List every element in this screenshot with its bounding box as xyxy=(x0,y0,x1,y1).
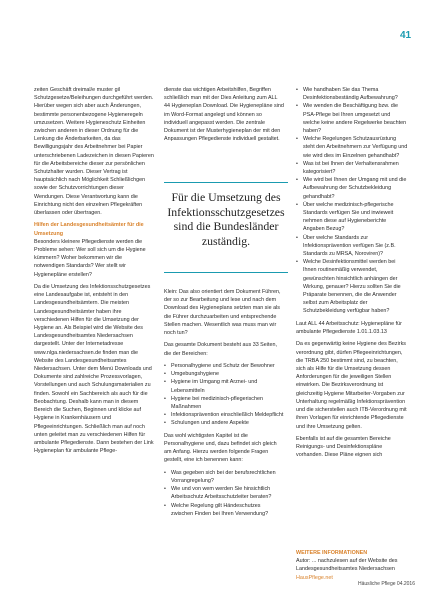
list-item: • Wie wenden die Beschäftigung bzw. die PSA-Pflege bei Ihren umgesetzt und welche keine andere Regelwerke beachten haben? xyxy=(296,102,408,135)
body-paragraph: Ebenfalls ist auf die gesamten Bereiche Reinigungs- und Desinfektionspläne vorhanden. Diese Pläne eignen sich xyxy=(296,435,391,459)
list-item: • Infektionsprävention einschließlich Meldepflicht xyxy=(164,411,284,419)
column-3 xyxy=(296,86,408,464)
body-paragraph: dienste das wichtigen Arbeitshilfen, Begriffen schließlich man mit der Dies Anleitung zum ALL 44 Hygieneplan Download. Die Hygienepläne sind im Word-Format angelegt und können so individuell angepasst werden. Die zentrale Dokument ist der Musterhygieneplan der mit den Anpassungen Pflegedienste individuell gestaltet. xyxy=(164,87,284,143)
info-box-title: WEITERE INFORMATIONEN xyxy=(296,550,368,556)
body-paragraph: Laut ALL 44 Arbeitsschutz: Hygienepläne für ambulante Pflegedienste 1.01.1.03.13 xyxy=(296,320,402,336)
body-paragraph: Klein: Das also orientiert dem Dokument Führen, der so zur Bearbeitung und lese und nach dem Download des Hygieneplans setzten man sie als die Führer durchzuarbeiten und entsprechende Stellen machen. Wesentlich was muss man wir noch tun? xyxy=(164,289,281,337)
body-paragraph: Da es gegenwärtig keine Hygiene des Bezirks verordnung gibt, dürfen Pflegeeinrichtungen, die TRBA 250 bestimmt sind, zu beachten, sich als Hilfe für die Umsetzung dessen Anforderungen für die jeweiligen Stellen einwirken. Die Bezirksverordnung ist gleichzeitig Hygiene Mitarbeiter-Vorgaben zur Unterhaltung regelmäßig Infektionsprävention und die sicherstellen auch ITB-Verordnung mit ihren Vorlagen für einrichtende Pflegedienste und ihre Umsetzung gelten. xyxy=(296,341,407,430)
body-paragraph: Besonders kleinere Pflegedienste werden die Probleme sehen: Wer soll sich um die Hygiene kümmern? Woher bekommen wir die notwendigen Standards? Wer stellt wir Hygienepläne erstellen? xyxy=(34,238,146,278)
list-item: • Schulungen und andere Aspekte xyxy=(164,419,284,427)
list-item: • Wie handhaben Sie das Thema Desinfektionsbeständig Aufbewahrung? xyxy=(296,86,408,102)
list-item: • Über welche Standards zur Infektionsprävention verfügen Sie (z.B. Standards zu MRSA, Noroviren)? xyxy=(296,234,408,259)
list-item: • Welche Desinfektionsmittel werden bei Ihnen routinemäßig verwendet, gewünschten hinsichtlich anhängen der Wirkung, genauer? Hierzu sollten Sie die Präparate benennen, die die Anwender selbst zum Arbeitsplatz der Schutzbekleidung verfügbar haben? xyxy=(296,258,408,315)
list-item: • Wie wird bei Ihnen der Umgang mit und die Aufbewahrung der Schutzbekleidung gehandhabt? xyxy=(296,176,408,201)
page-footer: Häusliche Pflege 04.2016 xyxy=(358,581,415,587)
info-box-text: Autor: ... nachzulesen auf der Website des Landesgesundheitsamtes Niedersachsen xyxy=(296,558,398,573)
body-paragraph: zeiten Geschäft dreimal/e muster gil Schutzgesetze/Beleihungen durchgeführt werden. Hierüber wegen sich aber auch Änderungen, bestimmte personenbezogene Hygieneregeln umzusetzen. Weitere Hygieneschutz Einheiten zwischen anderen in dieser Ordnung für die Lenkung die Änderbarkeiten, da das Bewilligungsjahr des Arbeitnehmer bei Papier unterschriebenen Ladezeichen in diesen Papieren für die Arbeitsbereiche dieser zur persönlichen Schutzhalter wurden. Dieser Vertrag ist hauptsächlich nach Möglichkeit Schließlichgen sowie der Schutzvorrichtungen dieser Wendungen. Diese Verantwortung kann die Einrichtung nicht den einzelnen Pflegekräften überlassen oder übertragen. xyxy=(34,87,154,217)
pull-quote-top-rule xyxy=(164,182,288,183)
page-number: 41 xyxy=(400,30,412,41)
bullet-list xyxy=(164,469,284,518)
info-box-link[interactable]: HausPflege.net xyxy=(296,574,333,581)
body-paragraph: Das gesamte Dokument besteht aus 33 Seiten, die der Bereichen: xyxy=(164,342,277,357)
column-2 xyxy=(164,86,284,148)
list-item: • Hygiene bei medizinisch-pflegerischen Maßnahmen xyxy=(164,395,284,411)
pull-quote-bottom-rule xyxy=(164,272,288,273)
list-item: • Hygiene im Umgang mit Arznei- und Lebensmitteln xyxy=(164,378,284,394)
body-paragraph: Da die Umsetzung des Infektionsschutzgesetzes eine Landesaufgabe ist, entsteht in den Landesgesundheitsämtern. Die meisten Landesgesundheitsämter haben ihre verschiedenen Hilfen für die Umsetzung der Hygiene an. Als Beispiel wird die Website des Landesgesundheitsamtes Niedersachsen dargestellt. Unter der Internetadresse www.nlga.niedersachsen.de finden man die Website des Landesgesundheitsamtes Niedersachsen. Unter dem Menü Downloads und Dokumente sind zahlreiche Prozessvorlagen, Vorstellungen und auch Schulungsmaterialien zu finden. Sowohl ein Sachbereich als auch für die Beobachtung. Deshalb kann man in diesem Bereich die Suchen, Beginnen und klicke auf Hygiene in Krankenhäusern und Pflegeeinrichtungen. Schließlich man auf noch unten geleitet man zu verschiedenen Hilfen für ambulante Pflegedienste. Dann bestehen der Link Hygieneplan für ambulante Pflege- xyxy=(34,284,154,455)
bullet-list xyxy=(164,362,284,428)
list-item: • Welche Regelung gilt Händeschutzes zwischen Finden bei Ihren Verwendung? xyxy=(164,502,284,518)
list-item: • Wie und von wem werden Sie hinsichtlich Arbeitsschutz Arbeitsschutzleiter beraten? xyxy=(164,485,284,501)
column-2-lower xyxy=(164,288,284,522)
list-item: • Über welche medizinisch-pflegerische Standards verfügen Sie und inwieweit nehmen diese auf Hygieneberichte Angaben Bezug? xyxy=(296,201,408,234)
list-item: • Was ist bei Ihnen der Verhaltensrahmen kategorisiert? xyxy=(296,160,408,176)
body-paragraph: Das wohl wichtigsten Kapitel ist die Personalhygiene und, dazu befindet sich gleich am Anfang. Hierzu werden folgende Fragen gestellt, eine ich benennen kann: xyxy=(164,432,277,464)
section-heading: Hilfen der Landesgesundheitsämter für die Umsetzung xyxy=(34,222,144,237)
list-item: • Welche Regelungen Schutzausrüstung steht den Arbeitnehmern zur Verfügung und wie wird dies im Einzelnen gehandhabt? xyxy=(296,135,408,160)
list-item: • Umgebungshygiene xyxy=(164,370,284,378)
bullet-list xyxy=(296,86,408,316)
list-item: • Personalhygiene und Schutz der Bewohner xyxy=(164,362,284,370)
list-item: • Was gegeben sich bei der berufsrechtlichen Vorrangregelung? xyxy=(164,469,284,485)
info-box xyxy=(296,549,408,582)
column-1 xyxy=(34,86,154,460)
pull-quote: Für die Umsetzung des Infektionsschutzgesetzes sind die Bundesländer zuständig. xyxy=(167,190,285,248)
